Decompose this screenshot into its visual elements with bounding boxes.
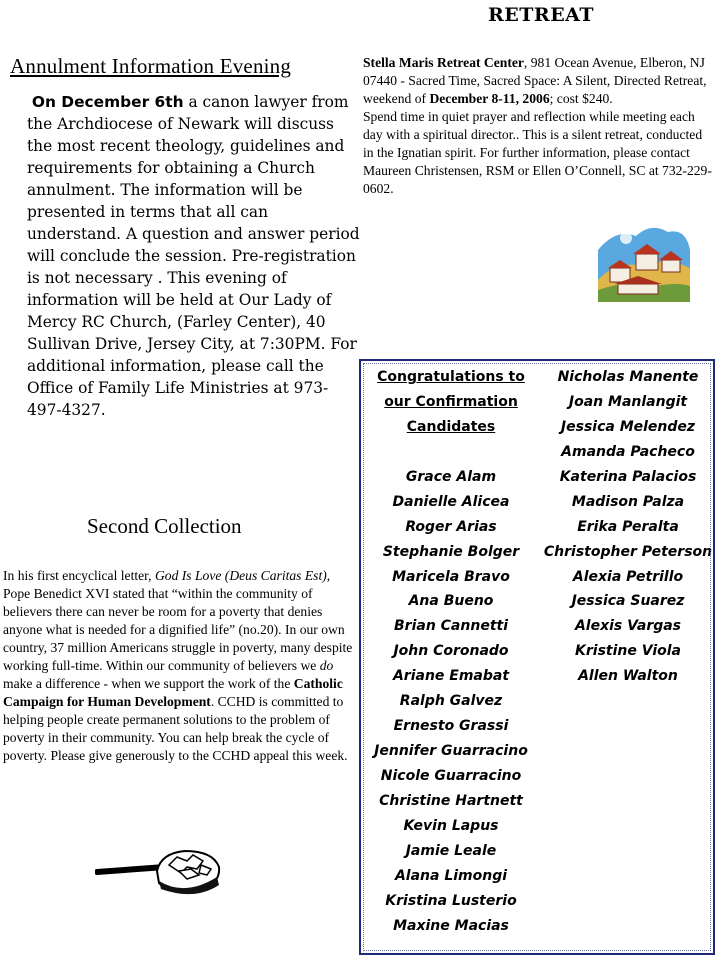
candidate-name: Ana Bueno	[408, 593, 494, 610]
candidate-name: Alexis Vargas	[574, 618, 682, 635]
candidate-name: Ernesto Grassi	[393, 718, 509, 735]
candidate-name: John Coronado	[393, 643, 509, 660]
candidate-name: Jennifer Guarracino	[374, 743, 528, 760]
candidate-name: Maxine Macias	[393, 917, 509, 934]
confirmation-left-column	[361, 365, 541, 939]
candidate-name: Christopher Peterson	[543, 543, 713, 560]
monastery-picture	[596, 220, 692, 302]
candidate-name: Kevin Lapus	[403, 817, 499, 834]
candidate-name: Jessica Suarez	[571, 593, 685, 610]
candidate-name: Stephanie Bolger	[382, 543, 520, 560]
retreat-org: Stella Maris Retreat Center	[363, 55, 524, 70]
second-collection-p4: . CCHD is committed to helping people create permanent solutions to the problem of poverty in their community. You can help break the cycle of poverty. Please give generously to the CCHD appeal this week.	[3, 694, 348, 763]
second-collection-p2: , Pope Benedict XVI stated that “within the community of believers there can never be room for a poverty that denies anyone what is needed for a dignified life” (no.20). In our own country, 37 million Americans struggle in poverty, many despite working full-time. Within our community of believers we	[3, 568, 353, 673]
annulment-text	[27, 91, 361, 421]
offering-basket-picture	[95, 845, 225, 900]
second-collection-p1: In his first encyclical letter,	[3, 568, 155, 583]
candidate-name: Alana Limongi	[394, 867, 508, 884]
candidate-name: Jamie Leale	[405, 842, 497, 859]
cchd-name: Catholic Campaign for Human Development	[3, 676, 343, 709]
candidate-name: Allen Walton	[578, 668, 678, 685]
candidate-name: Joan Manlangit	[568, 393, 688, 410]
confirmation-box	[359, 359, 715, 955]
candidate-name: Amanda Pacheco	[561, 443, 695, 460]
candidate-name: Nicholas Manente	[557, 369, 699, 385]
confirmation-right-column	[541, 365, 715, 689]
candidate-name: Grace Alam	[405, 468, 497, 485]
retreat-address: , 981 Ocean Avenue, Elberon, NJ 07440 - Sacred Time, Sacred Space: A Silent, Directed Retreat, weekend of	[363, 55, 707, 106]
candidate-name: Kristine Viola	[575, 643, 681, 660]
candidate-name: Katerina Palacios	[559, 468, 697, 485]
confirmation-heading-line-1: Congratulations to	[377, 369, 525, 385]
candidate-name: Danielle Alicea	[392, 493, 510, 510]
confirmation-heading-line-2: our Confirmation	[384, 393, 518, 410]
emphasis-do: do	[319, 658, 334, 673]
candidate-name: Brian Cannetti	[394, 618, 508, 635]
retreat-dates: December 8-11, 2006	[429, 91, 550, 106]
second-collection-p3: make a difference - when we support the work of the	[3, 676, 294, 691]
candidate-name: Christine Hartnett	[379, 792, 523, 809]
retreat-text	[363, 54, 715, 198]
second-collection-heading: Second Collection	[87, 514, 242, 538]
left-name-list	[361, 465, 541, 939]
retreat-cost: ; cost $240.	[549, 91, 613, 106]
candidate-name: Kristina Lusterio	[385, 892, 517, 909]
annulment-heading: Annulment Information Evening	[10, 54, 292, 78]
candidate-name: Jessica Melendez	[560, 418, 696, 435]
retreat-body: Spend time in quiet prayer and reflection while meeting each day with a spiritual director.. This is a silent retreat, conducted in the Ignatian spirit. For further information, please contact Maureen Christensen, RSM or Ellen O’Connell, SC at 732-229-0602.	[363, 109, 712, 196]
candidate-name: Roger Arias	[405, 518, 497, 535]
right-name-list	[541, 365, 715, 689]
candidate-name: Ariane Emabat	[392, 668, 510, 685]
annulment-lead: On December 6th	[31, 93, 184, 111]
encyclical-title: God Is Love (Deus Caritas Est)	[154, 568, 327, 583]
annulment-body: a canon lawyer from the Archdiocese of Newark will discuss the most recent theology, guidelines and requirements for obtaining a Church annulment. The information will be presented in terms that all can understand. A question and answer period will conclude the session. Pre-registration is not necessary . This evening of information will be held at Our Lady of Mercy RC Church, (Farley Center), 40 Sullivan Drive, Jersey City, at 7:30PM. For additional information, please call the Office of Family Life Ministries at 973-497-4327.	[27, 93, 360, 419]
retreat-heading: RETREAT	[488, 4, 595, 26]
candidate-name: Erika Peralta	[577, 518, 679, 535]
candidate-name: Ralph Galvez	[399, 693, 503, 710]
candidate-name: Madison Palza	[571, 493, 685, 510]
candidate-name: Alexia Petrillo	[572, 568, 684, 585]
candidate-name: Nicole Guarracino	[380, 768, 522, 784]
candidate-name: Maricela Bravo	[392, 568, 510, 585]
confirmation-heading-line-3: Candidates	[406, 418, 496, 435]
second-collection-text	[3, 567, 355, 765]
